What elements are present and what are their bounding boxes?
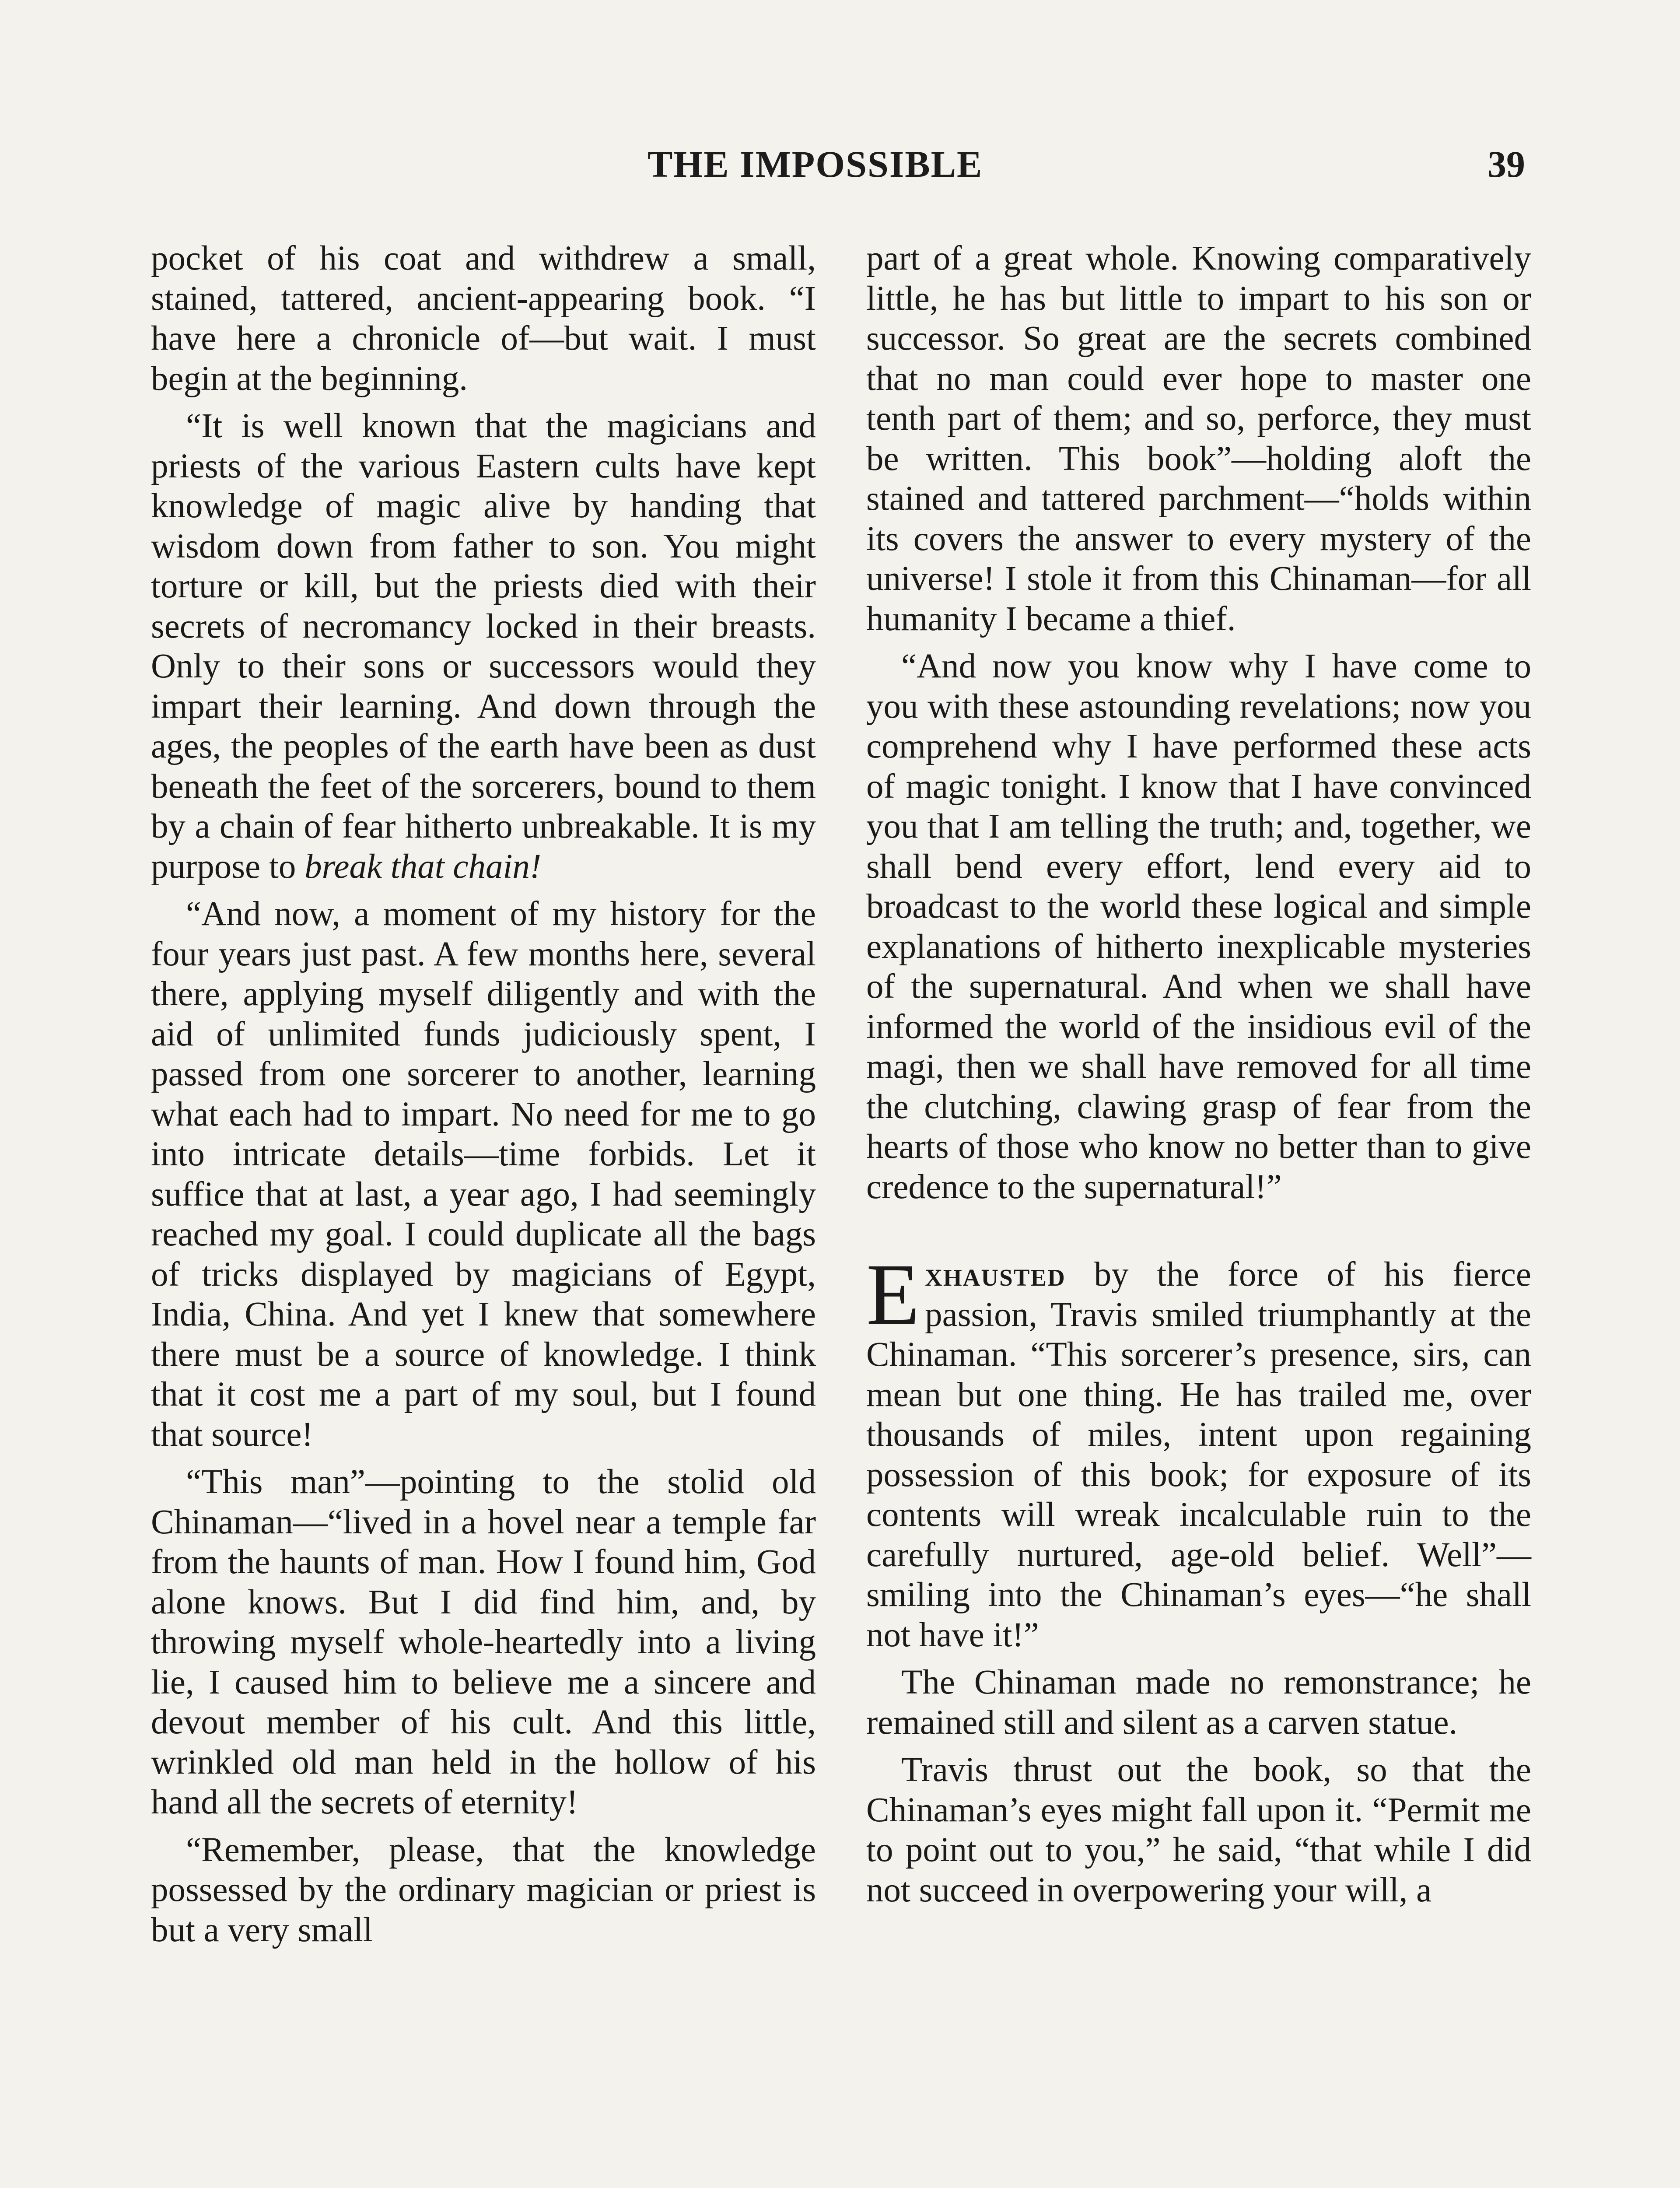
- paragraph: “This man”—pointing to the stolid old Chinaman—“lived in a hovel near a temple far from the haunts of man. How I found him, God alone knows. But I did find him, and, by throwing myself whole-heartedly into a living lie, I caused him to believe me a sincere and devout member of his cult. And this little, wrinkled old man held in the hollow of his hand all the secrets of eternity!: [151, 1463, 816, 1821]
- paragraph: pocket of his coat and withdrew a small, stained, tattered, ancient-appearing book. “I have here a chronicle of—but wait. I must begin at the beginning.: [151, 239, 816, 398]
- paragraph: part of a great whole. Knowing comparatively little, he has but little to impart to his son or successor. So great are the secrets combined that no man could ever hope to master one tenth part of them; and so, perforce, they must be written. This book”—holding aloft the stained and tattered parchment—“holds within its covers the answer to every mystery of the universe! I stole it from this Chinaman—for all humanity I became a thief.: [866, 239, 1531, 638]
- page-header: [0, 142, 1680, 195]
- emphasized-text: break that chain!: [304, 847, 542, 886]
- page-number: 39: [1488, 143, 1525, 185]
- paragraph-text: “It is well known that the magicians and priests of the various Eastern cults have kept knowledge of magic alive by handing that wisdom down from father to son. You might torture or kill, but the priests died with their secrets of necromancy locked in their breasts. Only to their sons or successors would they impart their learning. And down through the ages, the peoples of the earth have been as dust beneath the feet of the sorcerers, bound to them by a chain of fear hitherto unbreakable. It is my purpose to: [151, 407, 816, 886]
- paragraph: Travis thrust out the book, so that the Chinaman’s eyes might fall upon it. “Permit me to point out to you,” he said, “that while I did not succeed in overpowering your will, a: [866, 1751, 1531, 1909]
- running-title: THE IMPOSSIBLE: [648, 143, 983, 185]
- drop-cap: E: [866, 1246, 920, 1343]
- paragraph: “Remember, please, that the knowledge possessed by the ordinary magician or priest is but a very small: [151, 1830, 816, 1949]
- paragraph: “And now, a moment of my history for the four years just past. A few months here, several there, applying myself diligently and with the aid of unlimited funds judiciously spent, I passed from one sorcerer to another, learning what each had to impart. No need for me to go into intricate details—time forbids. Let it suffice that at last, a year ago, I had seemingly reached my goal. I could duplicate all the bags of tricks displayed by magicians of Egypt, India, China. And yet I knew that somewhere there must be a source of knowledge. I think that it cost me a part of my soul, but I found that source!: [151, 895, 816, 1454]
- section-opening-paragraph: [866, 1246, 1531, 1655]
- left-column: [151, 238, 816, 1957]
- paragraph: The Chinaman made no remonstrance; he remained still and silent as a carven statue.: [866, 1663, 1531, 1742]
- small-caps-lead: xhausted: [925, 1255, 1066, 1294]
- section-break: [866, 1214, 1531, 1255]
- paragraph-text: by the force of his fierce passion, Travis smiled triumphantly at the Chinaman. “This sorcerer’s presence, sirs, can mean but one thing. He has trailed me, over thousands of miles, intent upon regaining possession of this book; for exposure of its contents will wreak incalculable ruin to the carefully nurtured, age-old belief. Well”—smiling into the Chinaman’s eyes—“he shall not have it!”: [866, 1255, 1531, 1654]
- paragraph: “And now you know why I have come to you with these astounding revelations; now you comprehend why I have performed these acts of magic tonight. I know that I have convinced you that I am telling the truth; and, together, we shall bend every effort, lend every aid to broadcast to the world these logical and simple explanations of hitherto inexplicable mysteries of the supernatural. And when we shall have informed the world of the insidious evil of the magi, then we shall have removed for all time the clutching, clawing grasp of fear from the hearts of those who know no better than to give credence to the supernatural!”: [866, 647, 1531, 1206]
- right-column: [866, 238, 1531, 1918]
- paragraph: [151, 406, 816, 887]
